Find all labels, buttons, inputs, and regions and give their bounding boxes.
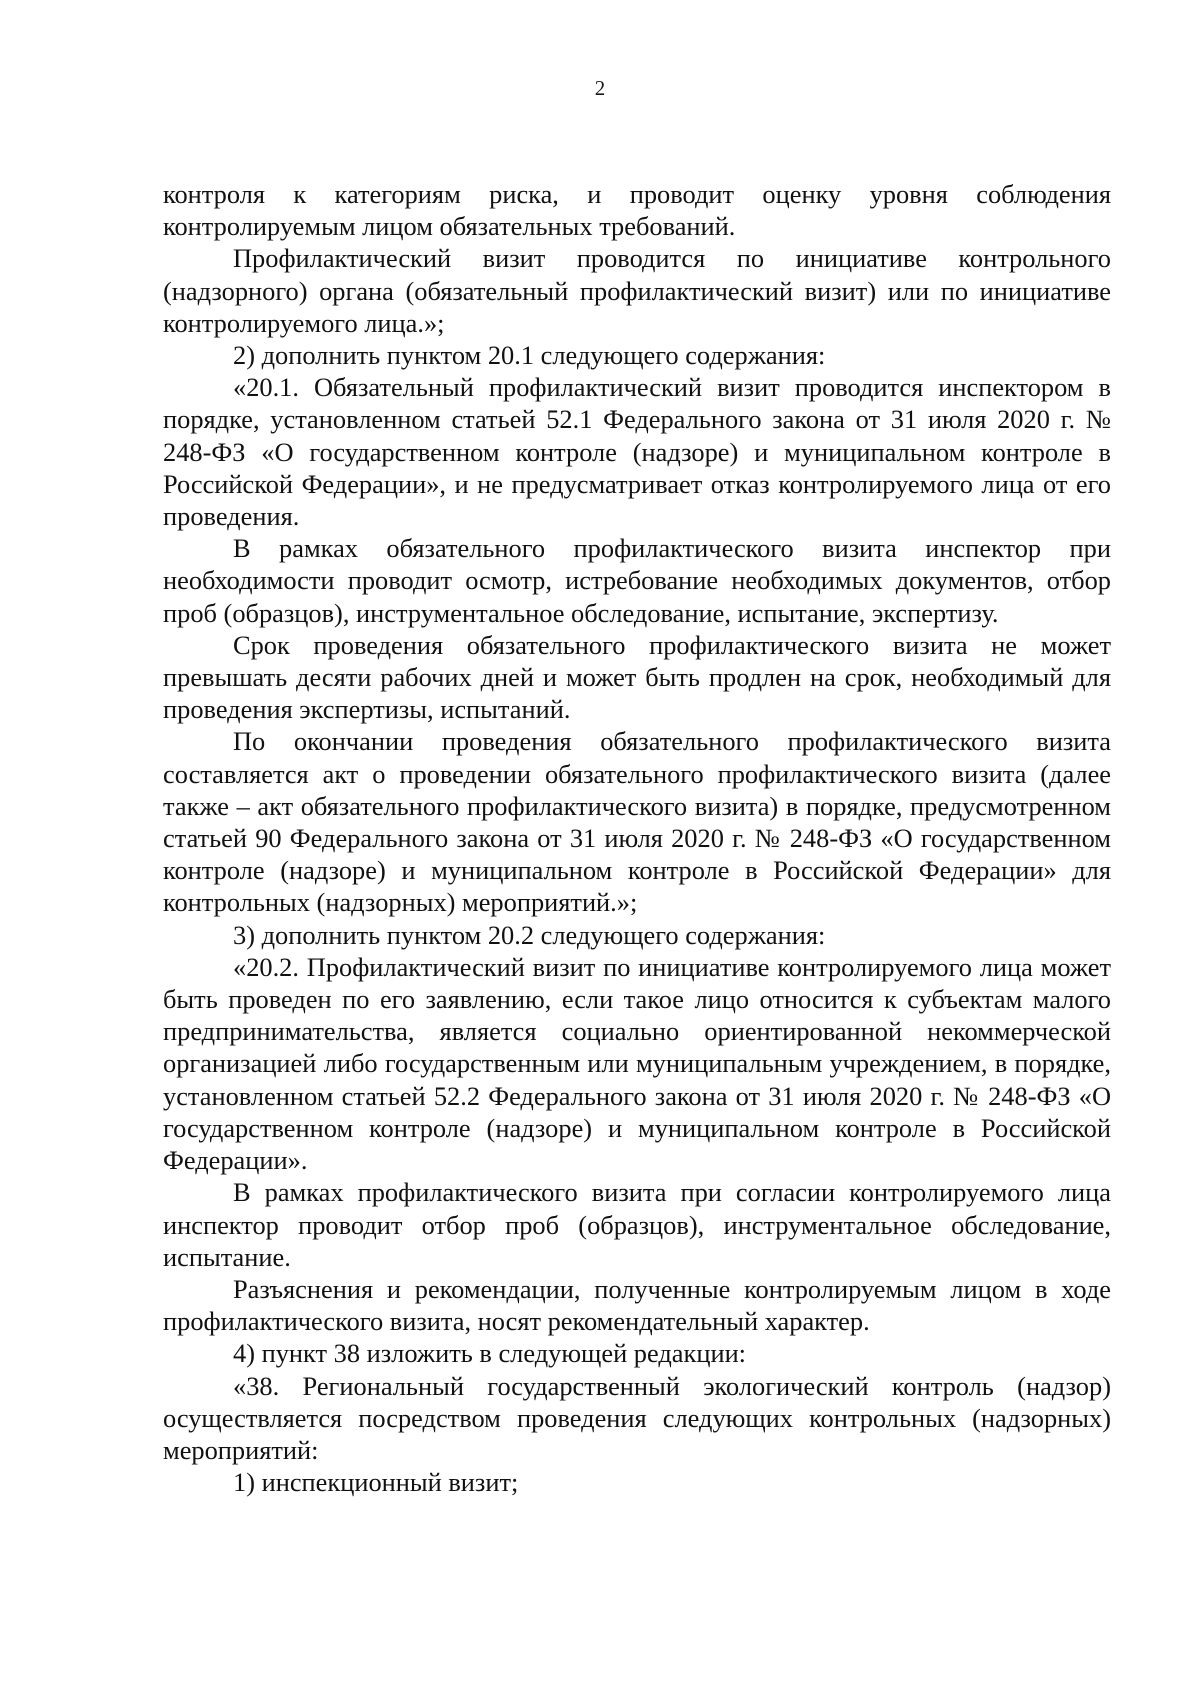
paragraph: контроля к категориям риска, и проводит оценку уровня соблюдения контролируемым лицом обязательных требований. xyxy=(163,179,1111,242)
paragraph: В рамках профилактического визита при согласии контролируемого лица инспектор проводит отбор проб (образцов), инструментальное обследование, испытание. xyxy=(163,1177,1111,1272)
paragraph: «20.2. Профилактический визит по инициативе контролируемого лица может быть проведен по его заявлению, если такое лицо относится к субъектам малого предпринимательства, является социально ориентированной некоммерческой организацией либо государственным или муниципальным учреждением, в порядке, установленном статьей 52.2 Федерального закона от 31 июля 2020 г. № 248-ФЗ «О государственном контроле (надзоре) и муниципальном контроле в Российской Федерации». xyxy=(163,951,1111,1176)
document-body xyxy=(163,178,1111,1498)
paragraph: Срок проведения обязательного профилактического визита не может превышать десяти рабочих дней и может быть продлен на срок, необходимый для проведения экспертизы, испытаний. xyxy=(163,629,1111,725)
paragraph: 1) инспекционный визит; xyxy=(233,1467,519,1498)
paragraph: «20.1. Обязательный профилактический визит проводится инспектором в порядке, установленном статьей 52.1 Федерального закона от 31 июля 2020 г. № 248-ФЗ «О государственном контроле (надзоре) и муниципальном контроле в Российской Федерации», и не предусматривает отказ контролируемого лица от его проведения. xyxy=(163,372,1111,532)
paragraph: 4) пункт 38 изложить в следующей редакции: xyxy=(233,1338,747,1369)
paragraph: Профилактический визит проводится по инициативе контрольного (надзорного) органа (обязательный профилактический визит) или по инициативе контролируемого лица.»; xyxy=(163,243,1111,338)
paragraph: По окончании проведения обязательного профилактического визита составляется акт о проведении обязательного профилактического визита (далее также – акт обязательного профилактического визита) в порядке, предусмотренном статьей 90 Федерального закона от 31 июля 2020 г. № 248-ФЗ «О государственном контроле (надзоре) и муниципальном контроле в Российской Федерации» для контрольных (надзорных) мероприятий.»; xyxy=(163,726,1111,918)
page-number: 2 xyxy=(594,76,606,100)
paragraph: Разъяснения и рекомендации, полученные контролируемым лицом в ходе профилактического визита, носят рекомендательный характер. xyxy=(163,1273,1111,1337)
paragraph: 2) дополнить пунктом 20.1 следующего содержания: xyxy=(233,340,826,371)
paragraph: В рамках обязательного профилактического визита инспектор при необходимости проводит осмотр, истребование необходимых документов, отбор проб (образцов), инструментальное обследование, испытание, экспертизу. xyxy=(163,533,1111,628)
paragraph: «38. Региональный государственный экологический контроль (надзор) осуществляется посредством проведения следующих контрольных (надзорных) мероприятий: xyxy=(163,1370,1111,1465)
paragraph: 3) дополнить пунктом 20.2 следующего содержания: xyxy=(233,919,826,950)
